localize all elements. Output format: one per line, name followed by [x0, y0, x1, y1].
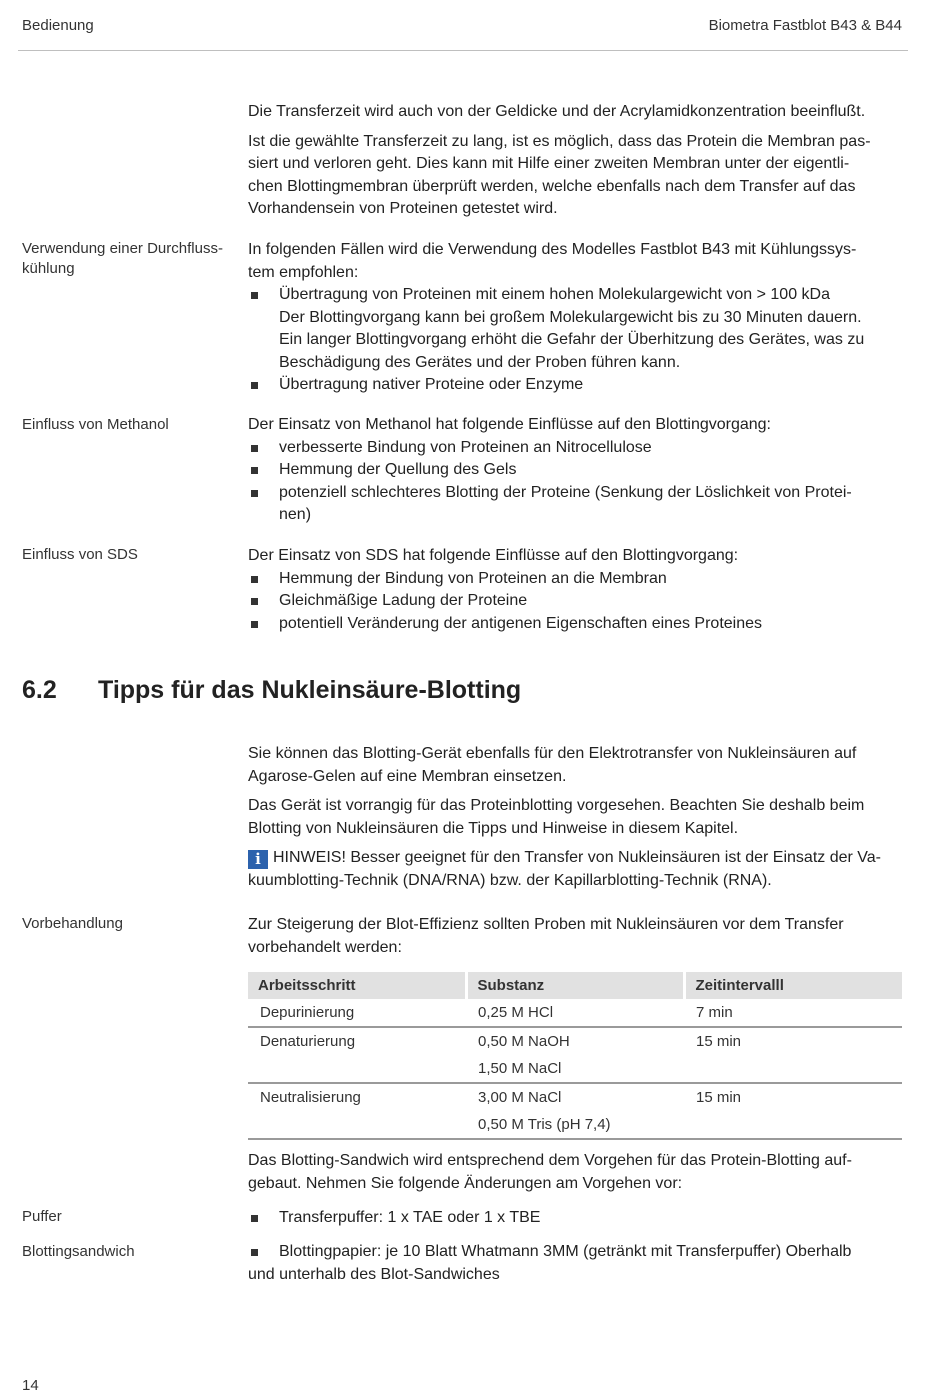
header-divider: [18, 50, 908, 51]
bullet-list: [248, 568, 908, 636]
header-document-title: Biometra Fastblot B43 & B44: [708, 17, 902, 34]
table-cell: 3,00 M NaCl: [466, 1083, 684, 1111]
paragraph: In folgenden Fällen wird die Verwendung des Modelles Fastblot B43 mit Kühlungssys- tem empfohlen:: [248, 241, 857, 281]
table-row: [248, 999, 902, 1027]
table-cell: 1,50 M NaCl: [478, 1060, 562, 1077]
note-paragraph: i HINWEIS! Besser geeignet für den Transfer von Nukleinsäuren ist der Einsatz der Va- kuumblotting-Technik (DNA/RNA) bzw. der Kapillarblotting-Technik (RNA).: [248, 849, 881, 889]
sandwich-paragraph: [248, 1150, 908, 1195]
page-number: 14: [22, 1377, 39, 1394]
paragraph: Das Blotting-Sandwich wird entsprechend dem Vorgehen für das Protein-Blotting auf- gebaut. Nehmen Sie folgende Änderungen am Vorgehen vor:: [248, 1152, 852, 1192]
table-cell: [684, 1111, 902, 1139]
table-cell: Neutralisierung: [248, 1083, 466, 1111]
side-label-blottingsandwich: Blottingsandwich: [22, 1243, 135, 1260]
pretreatment-table: [248, 972, 902, 1140]
bullet-list: [248, 284, 908, 397]
side-label-methanol: Einfluss von Methanol: [22, 416, 169, 433]
methanol-block: [248, 414, 908, 527]
bullet-list: [248, 1207, 908, 1230]
kuehlung-block: [248, 239, 908, 397]
table-cell: [684, 1055, 902, 1083]
table-header-row: [248, 972, 902, 999]
column-header: Zeitintervalll: [684, 972, 902, 999]
paragraph: Ist die gewählte Transferzeit zu lang, ist es möglich, dass das Protein die Membran pas- siert und verloren geht. Dies kann mit Hilfe einer zweiten Membran unter der eigentli- chen Blottingmembran überprüft werden, welche ebenfalls nach dem Transfer auf das Vorhandensein von Proteinen getestet wird.: [248, 132, 871, 217]
pretreatment-intro: [248, 914, 908, 959]
list-item: potentiell Veränderung der antigenen Eigenschaften eines Proteines: [248, 613, 908, 636]
section-number: 6.2: [22, 676, 57, 704]
list-item: Übertragung nativer Proteine oder Enzyme: [248, 374, 908, 397]
side-label-sds: Einfluss von SDS: [22, 546, 138, 563]
list-item: Gleichmäßige Ladung der Proteine: [248, 590, 908, 613]
list-item: Übertragung von Proteinen mit einem hohen Molekulargewicht von > 100 kDa Der Blottingvorgang kann bei großem Molekulargewicht bis zu 30 Minuten dauern. Ein langer Blottingvorgang erhöht die Gefahr der Überhitzung des Gerätes, was zu Beschädigung des Gerätes und der Proben führen kann.: [248, 284, 908, 374]
table-cell: 0,25 M HCl: [478, 1004, 554, 1021]
table-cell: Denaturierung: [248, 1027, 466, 1055]
list-item: Blottingpapier: je 10 Blatt Whatmann 3MM (getränkt mit Transferpuffer) Oberhalb und unterhalb des Blot-Sandwiches: [248, 1241, 908, 1286]
table-row: [248, 1111, 902, 1139]
table-row: [248, 1055, 902, 1083]
column-header: Arbeitsschritt: [248, 972, 466, 999]
side-label-vorbehandlung: Vorbehandlung: [22, 915, 123, 932]
paragraph: Die Transferzeit wird auch von der Geldicke und der Acrylamidkonzentration beeinflußt.: [248, 103, 866, 120]
paragraph: Zur Steigerung der Blot-Effizienz sollten Proben mit Nukleinsäuren vor dem Transfer vorbehandelt werden:: [248, 916, 844, 956]
header-section-title: Bedienung: [22, 17, 94, 34]
table-cell: 15 min: [684, 1083, 902, 1111]
table-cell: [248, 1055, 466, 1083]
side-label-kuehlung: Verwendung einer Durchfluss- kühlung: [22, 240, 223, 277]
paragraph: Der Einsatz von SDS hat folgende Einflüsse auf den Blottingvorgang:: [248, 547, 739, 564]
paragraph: Das Gerät ist vorrangig für das Proteinblotting vorgesehen. Beachten Sie deshalb beim Blotting von Nukleinsäuren die Tipps und Hinweise in diesem Kapitel.: [248, 797, 865, 837]
bullet-list: [248, 1241, 908, 1286]
nucleic-intro-block: [248, 743, 908, 892]
paragraph: Sie können das Blotting-Gerät ebenfalls für den Elektrotransfer von Nukleinsäuren auf Agarose-Gelen auf eine Membran einsetzen.: [248, 745, 857, 785]
table-cell: Depurinierung: [260, 1004, 355, 1021]
blottingsandwich-block: [248, 1241, 908, 1286]
table-cell: 0,50 M Tris (pH 7,4): [466, 1111, 684, 1139]
section-heading: [22, 676, 521, 705]
info-icon: i: [248, 850, 268, 869]
table-cell: 0,50 M NaOH: [466, 1027, 684, 1055]
side-label-puffer: Puffer: [22, 1208, 62, 1225]
list-item: Hemmung der Quellung des Gels: [248, 459, 908, 482]
table-cell: 15 min: [684, 1027, 902, 1055]
table-cell: 7 min: [696, 1004, 733, 1021]
table-row: [248, 1027, 902, 1055]
list-item: Hemmung der Bindung von Proteinen an die Membran: [248, 568, 908, 591]
transfer-time-block: [248, 101, 908, 221]
section-title: Tipps für das Nukleinsäure-Blotting: [98, 676, 522, 704]
list-item: potenziell schlechteres Blotting der Proteine (Senkung der Löslichkeit von Protei- nen): [248, 482, 908, 527]
puffer-block: [248, 1207, 908, 1230]
column-header: Substanz: [466, 972, 684, 999]
list-item: verbesserte Bindung von Proteinen an Nitrocellulose: [248, 437, 908, 460]
bullet-list: [248, 437, 908, 527]
paragraph: Der Einsatz von Methanol hat folgende Einflüsse auf den Blottingvorgang:: [248, 416, 771, 433]
list-item: Transferpuffer: 1 x TAE oder 1 x TBE: [248, 1207, 908, 1230]
table-row: [248, 1083, 902, 1111]
sds-block: [248, 545, 908, 635]
table-cell: [248, 1111, 466, 1139]
